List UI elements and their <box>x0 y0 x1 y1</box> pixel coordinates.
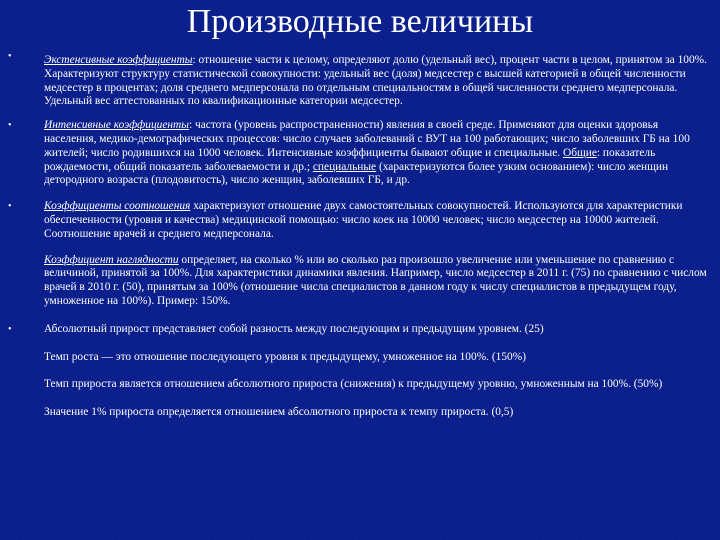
item-text: определяет, на сколько % или во сколько раз произошло увеличение или уменьшение по сравнению с величиной, принятой за 100%. Для характеристики динамики явления. Например, число медсестер в 2011 г. (75) по сравнению с числом врачей в 2010 г. (50), принятым за 100% (отношение числа специалистов в данном году к числу специалистов в предыдущем году, умноженное на 100%). Пример: 150%. <box>44 253 707 307</box>
item-paragraph <box>44 119 712 188</box>
term-ratio: Коэффициенты соотношения <box>44 200 191 213</box>
item-paragraph: Абсолютный прирост представляет собой разность между последующим и предыдущим уровнем. (25) <box>44 322 544 335</box>
list-item-extensive <box>6 50 712 109</box>
list-item-increase-rate <box>6 378 712 392</box>
list-item-ratio <box>6 200 712 241</box>
item-text: : частота (уровень распространенности) явления в своей среде. Применяют для оценки здоровья населения, медико-демографических процессов: число случаев заболеваний с ВУТ на 100 работающих; число заболевших ГБ на 100 жителей; число родившихся на 1000 человек. Интенсивные коэффициенты бывают общие и специальные. <box>44 119 690 159</box>
bullet-icon: • <box>8 201 12 213</box>
list-item-intensive <box>6 119 712 188</box>
term-special: специальные <box>312 160 377 173</box>
term-visibility: Коэффициент наглядности <box>44 253 179 266</box>
item-text: (характеризуются более узким основанием): число женщин детородного возраста (плодовитость), число женщин, заболевших ГБ, и др. <box>44 160 669 187</box>
bullet-icon: • <box>8 120 12 132</box>
item-paragraph <box>44 254 712 309</box>
item-paragraph: Значение 1% прироста определяется отношением абсолютного прироста к темпу прироста. (0,5) <box>44 406 514 419</box>
list-item-visibility <box>6 254 712 309</box>
term-general: Общие <box>562 146 597 159</box>
list-item-growth-rate <box>6 351 712 365</box>
term-extensive: Экстенсивные коэффициенты <box>44 54 193 66</box>
item-paragraph: Темп роста — это отношение последующего уровня к предыдущему, умноженное на 100%. (150%) <box>44 350 527 363</box>
item-text: : показатель рождаемости, общий показатель заболеваемости и др.; <box>44 146 656 173</box>
term-intensive: Интенсивные коэффициенты <box>44 119 189 132</box>
bullet-icon: • <box>8 51 12 62</box>
item-paragraph <box>44 54 712 109</box>
item-text: характеризуют отношение двух самостоятельных совокупностей. Используются для характеристики обеспеченности (уровня и качества) медицинской помощью: число коек на 10000 человек; число медсестер на 10000 жителей. Соотношение врачей и среднего медперсонала. <box>44 200 683 240</box>
list-item-absolute-growth <box>6 323 712 337</box>
item-text: : отношение части к целому, определяют долю (удельный вес), процент части в целом, принятом за 100%. Характеризуют структуру статистической совокупности: удельный вес (доля) медсестер с высшей категорией в общей численности медсестер в процентах; доля среднего медперсонала по отдельным специальностям в общей численности среднего медперсонала. Удельный вес аттестованных по квалификационные категории медсестер. <box>44 54 707 108</box>
slide-title: Производные величины <box>186 3 534 40</box>
item-paragraph <box>44 200 712 241</box>
item-paragraph: Темп прироста является отношением абсолютного прироста (снижения) к предыдущему уровню, умноженным на 100%. (50%) <box>44 378 663 391</box>
list-item-one-percent-value <box>6 406 712 420</box>
slide-content <box>6 50 712 428</box>
bullet-icon: • <box>8 323 12 335</box>
